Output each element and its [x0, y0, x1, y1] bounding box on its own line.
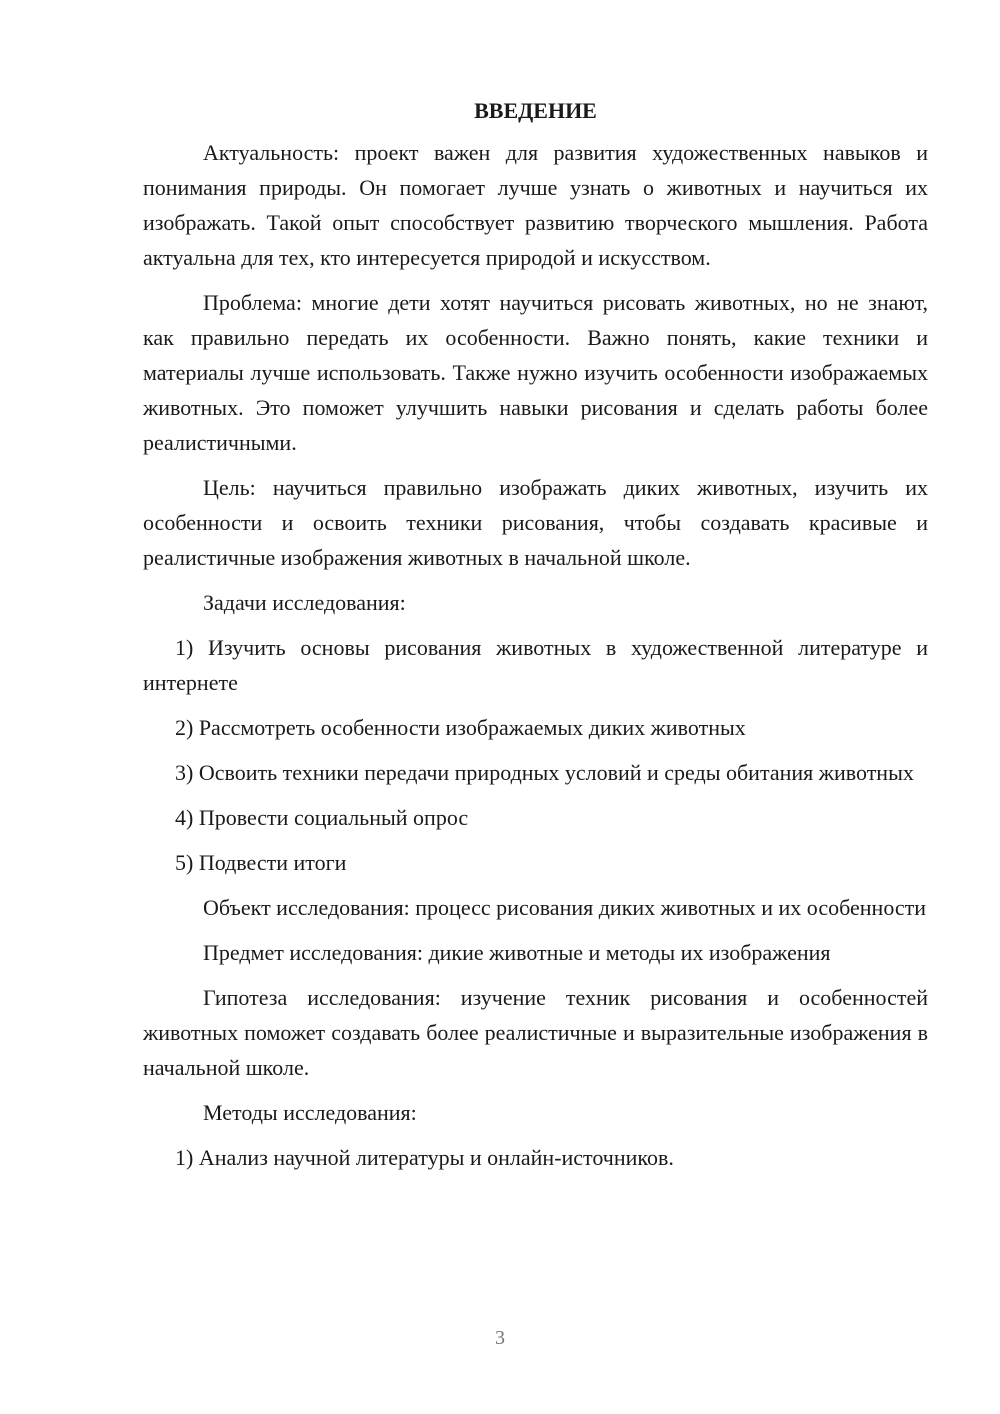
object-paragraph: Объект исследования: процесс рисования диких животных и их особенности [203, 895, 927, 920]
goal-paragraph: Цель: научиться правильно изображать диких животных, изучить их особенности и освоить техники рисования, чтобы создавать красивые и реалистичные изображения животных в начальной школе. [143, 475, 928, 570]
task-item-2: 2) Рассмотреть особенности изображаемых диких животных [175, 715, 746, 740]
relevance-paragraph: Актуальность: проект важен для развития художественных навыков и понимания природы. Он помогает лучше узнать о животных и научиться их изображать. Такой опыт способствует развитию творческого мышления. Работа актуальна для тех, кто интересуется природой и искусством. [143, 140, 928, 270]
task-item-3: 3) Освоить техники передачи природных условий и среды обитания животных [175, 760, 914, 785]
document-body [143, 93, 928, 1185]
methods-heading: Методы исследования: [203, 1100, 417, 1125]
hypothesis-paragraph: Гипотеза исследования: изучение техник рисования и особенностей животных поможет создавать более реалистичные и выразительные изображения в начальной школе. [143, 985, 928, 1080]
method-item-1: 1) Анализ научной литературы и онлайн-источников. [175, 1145, 674, 1170]
task-item-4: 4) Провести социальный опрос [175, 805, 469, 830]
subject-paragraph: Предмет исследования: дикие животные и методы их изображения [203, 940, 831, 965]
problem-paragraph: Проблема: многие дети хотят научиться рисовать животных, но не знают, как правильно передать их особенности. Важно понять, какие техники и материалы лучше использовать. Также нужно изучить особенности изображаемых животных. Это поможет улучшить навыки рисования и сделать работы более реалистичными. [143, 290, 928, 455]
page-number: 3 [495, 1327, 505, 1349]
page-title: ВВЕДЕНИЕ [474, 98, 597, 123]
tasks-heading: Задачи исследования: [203, 590, 406, 615]
task-item-1: 1) Изучить основы рисования животных в художественной литературе и интернете [143, 635, 928, 695]
task-item-5: 5) Подвести итоги [175, 850, 347, 875]
